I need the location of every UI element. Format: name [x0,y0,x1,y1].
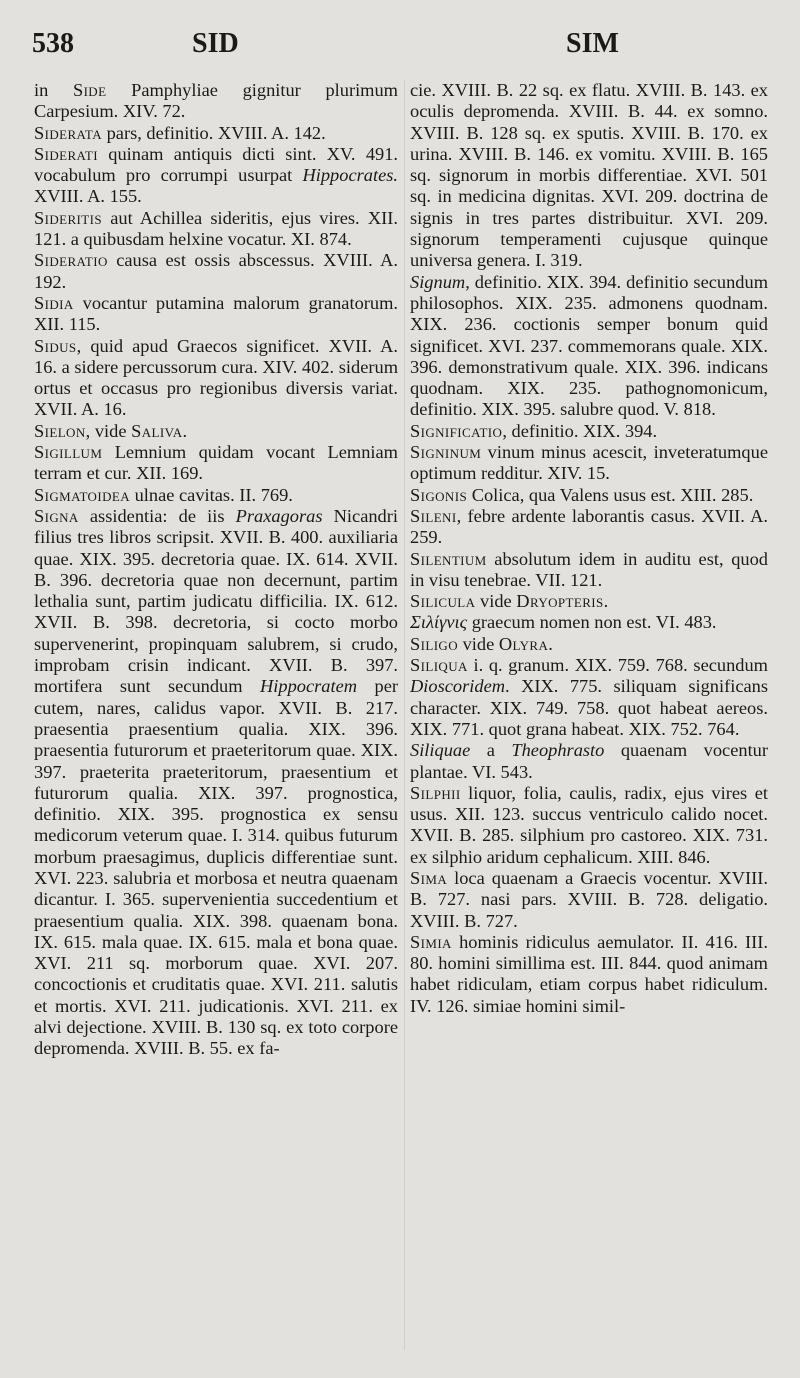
entry-headword: Siderata [34,122,102,143]
entry-text: graecum nomen non est. VI. 483. [467,612,717,633]
index-entry [410,421,768,442]
left-column [34,80,398,1370]
page-number: 538 [32,28,74,59]
index-entry [34,250,398,293]
entry-text: i. q. granum. XIX. 759. 768. secundum [467,655,768,676]
entry-text: , vide [85,420,132,441]
entry-italic: Hippocrates. [302,165,398,186]
entry-headword: Signa [34,505,79,526]
index-entry [410,485,768,506]
entry-headword: Siderati [34,143,98,164]
index-entry [34,421,398,442]
index-entry [34,336,398,421]
entry-headword: Silicula [410,591,476,612]
entry-headword: Silentium [410,548,487,569]
entry-text: pars, definitio. XVIII. A. 142. [102,122,326,143]
entry-headword: Silphii [410,782,461,803]
entry-text: , febre ardente laborantis casus. XVII. A. 259. [410,505,768,548]
entry-headword: Sigillum [34,442,103,463]
entry-text: vocantur putamina malorum granatorum. XII. 115. [34,292,398,335]
entry-italic: Theophrasto [511,740,605,761]
entry-text: . [603,591,609,612]
entry-headword-italic: Σιλίγνις [410,612,468,633]
entry-text: vide [458,633,499,654]
index-entry [34,293,398,336]
entry-text: loca quaenam a Graecis vocentur. XVIII. B. 727. nasi pars. XVIII. B. 728. deligatio. XVIII. B. 727. [410,867,768,931]
index-entry [34,144,398,208]
index-entry [410,655,768,740]
index-entry [410,868,768,932]
entry-headword: Sidia [34,292,74,313]
entry-text: a [470,740,512,761]
entry-text: . XIX. 775. siliquam significans character. XIX. 749. 758. quot habeat aereos. XIX. 771. quot grana habeat. XIX. 752. 764. [410,676,768,739]
entry-headword: Significatio [410,420,503,441]
entry-headword: Simia [410,931,452,952]
entry-italic: Dioscoridem [410,676,506,697]
entry-text: vinum minus acescit, inveteratumque optimum redditur. XIV. 15. [410,442,768,484]
index-entry [34,485,398,506]
entry-headword: Siliqua [410,655,468,676]
entry-text: per cutem, nares, calidus vapor. XVII. B. 217. praesentia praesentium qualia. XIX. 396. praesentia futurorum et praeteritorum quae. XIX. 397. praeterita praeteritorum, praesentium et futurorum qualia. XIX. 397. prognostica, definitio. XIX. 395. prognostica ex sensu medicorum veterum quae. I. 314. quibus futurum morbum praesagimus, duplicis differentiae sunt. XVI. 223. salubria et morbosa et neutra quaenam dicantur. I. 365. supervenientia succedentium et praesentium qualia. XIX. 398. quaenam bona. IX. 615. mala quae. IX. 615. mala et bona quae. XVI. 211 sq. morborum quae. XVI. 207. concoctionis et cruditatis quae. XVI. 211. salutis et mortis. XVI. 211. judicationis. XVI. 211. ex alvi dejectione. XVIII. B. 130 sq. ex toto corpore depromenda. XVIII. B. 55. ex fa- [34,676,398,1059]
entry-text: , definitio. XIX. 394. definitio secundum philosophos. XIX. 235. admonens quodnam. XIX. 236. coctionis semper bonum quid significet. XVI. 237. commemorans quale. XIX. 396. demonstrativum quale. XIX. 396. indicans quodnam. XIX. 235. pathognomonicum, definitio. XIX. 395. salubre quod. V. 818. [410,271,768,420]
index-entry [34,208,398,251]
entry-text: . [182,420,188,441]
entry-text: absolutum idem in auditu est, quod in visu tenebrae. VII. 121. [410,548,768,590]
entry-text: Colica, qua Valens usus est. XIII. 285. [467,484,754,505]
index-entry [410,783,768,868]
running-head-right: SIM [566,28,619,59]
entry-headword: Sideritis [34,207,102,228]
entry-crossref: Olyra [498,633,549,654]
index-entry [410,80,768,272]
index-entry [34,80,398,123]
index-entry [410,272,768,421]
entry-headword-italic: Siliquae [410,740,471,761]
index-entry [410,932,768,1017]
entry-text: causa est ossis abscessus. XVIII. A. 192. [34,250,398,292]
index-entry [410,634,768,655]
entry-headword: Sideratio [34,250,108,271]
entry-headword: Sielon [34,420,86,441]
entry-italic: Hippocratem [260,676,358,697]
index-entry [34,442,398,485]
entry-text: , definitio. XIX. 394. [502,420,658,441]
entry-text: Lemnium quidam vocant Lemniam terram et cur. XII. 169. [34,442,398,484]
entry-text: . [548,633,553,654]
index-entry [34,506,398,1060]
entry-text: cie. XVIII. B. 22 sq. ex flatu. XVIII. B. 143. ex oculis depromenda. XVIII. B. 44. ex somno. XVIII. B. 128 sq. ex sputis. XVIII. B. 170. ex urina. XVIII. B. 146. ex vomitu. XVIII. B. 165 sq. signorum in morbis differentiae. XVI. 501 sq. in medicina dignitas. XVI. 209. doctrina de signis in tres partes distribuitur. XVI. 209. signorum temperamenti cujusque quinque universa genera. I. 319. [410,80,768,271]
entry-text: Pamphyliae gignitur plurimum Carpesium. XIV. 72. [34,80,398,122]
entry-text: quaenam vocentur plantae. VI. 543. [410,740,768,782]
entry-text: aut Achillea sideritis, ejus vires. XII. 121. a quibusdam helxine vocatur. XI. 874. [34,207,398,250]
entry-text: , quid apud Graecos significet. XVII. A. 16. a sidere percussorum cura. XIV. 402. siderum ortus et occasus pro regionibus diversis variat. XVII. A. 16. [34,335,398,420]
entry-headword: Side [72,80,107,100]
index-entry [34,123,398,144]
entry-text: assidentia: de iis [78,505,236,526]
page-header [0,28,800,68]
entry-headword: Sigonis [410,484,468,505]
entry-prefix: in [34,80,73,100]
entry-crossref: Dryopteris [516,591,604,612]
entry-headword: Sileni [410,505,457,526]
entry-crossref: Saliva [131,420,183,441]
entry-text: quinam antiquis dicti sint. XV. 491. vocabulum pro corrumpi usurpat [34,143,398,186]
index-entry [410,442,768,485]
entry-text: vide [475,591,517,612]
index-entry [410,549,768,592]
entry-text: hominis ridiculus aemulator. II. 416. III. 80. homini simillima est. III. 844. quod animam habet ridiculam, etiam corpus habet ridiculum. IV. 126. simiae homini simil- [410,931,768,1016]
index-entry [410,506,768,549]
entry-text: liquor, folia, caulis, radix, ejus vires et usus. XII. 123. succus ventriculo calido nocet. XVII. B. 285. silphium pro castoreo. XIX. 731. ex silphio aridum cephalicum. XIII. 846. [410,782,768,867]
entry-headword: Sigmatoidea [34,484,130,505]
entry-headword: Siligo [410,633,459,654]
entry-text: ulnae cavitas. II. 769. [130,484,293,505]
index-entry [410,591,768,612]
entry-headword: Signinum [410,442,482,463]
entry-headword: Sima [410,867,448,888]
index-entry [410,740,768,783]
running-head-left: SID [192,28,239,59]
entry-headword-italic: Signum [410,271,466,292]
column-gutter [404,80,405,1350]
entry-text: Nicandri filius tres libros scripsit. XVII. B. 400. auxiliaria quae. XIX. 395. decretoria quae. IX. 614. XVII. B. 396. decretoria quae non decernunt, partim lethalia sunt, partim judicatu difficilia. IX. 612. XVII. B. 398. decretoria, si cocto morbo supervenerint, propinquam salubrem, si crudo, improbam crisin indicant. XVII. B. 397. mortifera sunt secundum [34,505,398,697]
entry-headword: Sidus [34,335,77,356]
right-column [410,80,768,1370]
index-entry [410,612,768,633]
entry-text: XVIII. A. 155. [34,186,142,207]
entry-italic: Praxagoras [235,505,323,526]
